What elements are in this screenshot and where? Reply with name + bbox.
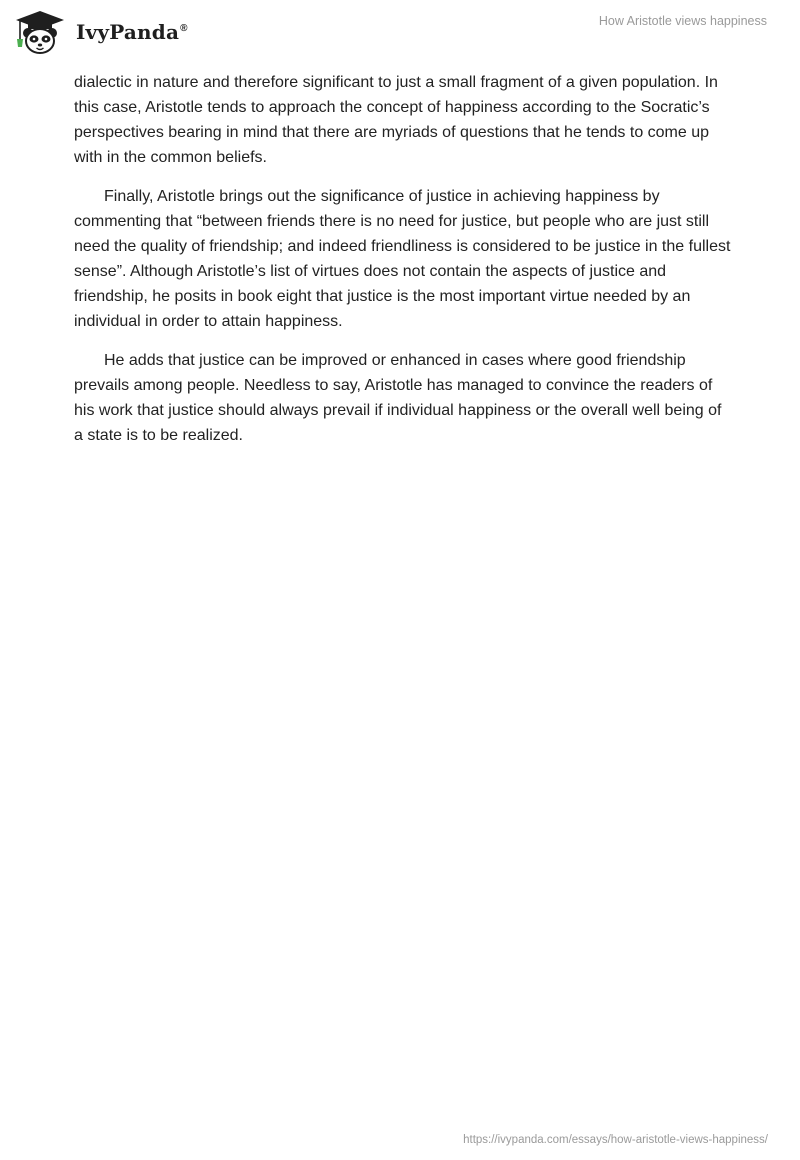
paragraph: He adds that justice can be improved or enhanced in cases where good friendship prevails among people. Needless to say, Aristotle has managed to convince the readers of his work that justice should always prevail if individual happiness or the overall well being of a state is to be realized. xyxy=(74,352,722,444)
paragraph: Finally, Aristotle brings out the significance of justice in achieving happiness by commenting that “between friends there is no need for justice, but people who are just still need the quality of friendship; and indeed friendliness is considered to be justice in the fullest sense”. Although Aristotle’s list of virtues does not contain the aspects of justice and friendship, he posits in book eight that justice is the most important virtue needed by an individual in order to attain happiness. xyxy=(74,188,731,330)
document-title: How Aristotle views happiness xyxy=(598,14,767,28)
page-header xyxy=(0,0,800,64)
source-url[interactable]: https://ivypanda.com/essays/how-aristotle-views-happiness/ xyxy=(463,1134,768,1146)
essay-body xyxy=(74,70,734,462)
paragraph-continued: dialectic in nature and therefore significant to just a small fragment of a given population. In this case, Aristotle tends to approach the concept of happiness according to the Socratic’s perspectives bearing in mind that there are myriads of questions that he tends to come up with in the common beliefs. xyxy=(74,74,718,166)
ivypanda-logo[interactable] xyxy=(14,8,188,56)
panda-graduation-cap-icon xyxy=(14,9,66,55)
brand-name: IvyPanda® xyxy=(76,20,188,44)
registered-mark: ® xyxy=(180,23,188,35)
